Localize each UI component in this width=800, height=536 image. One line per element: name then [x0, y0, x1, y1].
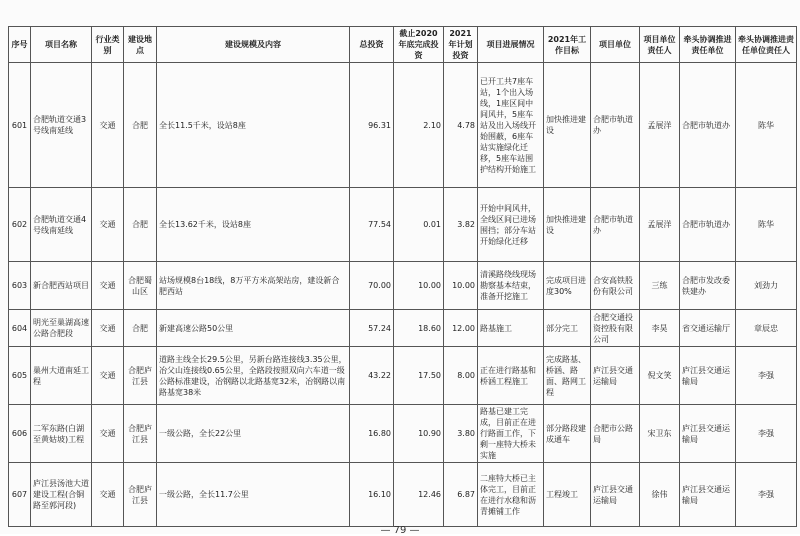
cell-name: 明光至巢湖高速公路合肥段: [31, 310, 92, 347]
cell-scope: 道路主线全长29.5公里，另新台路连接线3.35公里，冶父山连接线0.65公里，全路段按照双向六车道一级公路标准建设，冶钢路以北路基宽32米，冶钢路以南路基宽38米: [157, 347, 350, 405]
cell-responsible: 宋卫东: [640, 405, 680, 463]
cell-scope: 一级公路，全长11.7公里: [157, 463, 350, 527]
table-row: [9, 63, 797, 188]
cell-name: 二军东路(白湖至黄姑坡)工程: [31, 405, 92, 463]
cell-lead-person: 李强: [736, 405, 797, 463]
cell-responsible: 倪文笑: [640, 347, 680, 405]
cell-completed2020: 2.10: [394, 63, 444, 188]
cell-no: 607: [9, 463, 31, 527]
table-row: [9, 262, 797, 310]
cell-responsible: 徐伟: [640, 463, 680, 527]
cell-progress: 已开工共7座车站，1个出入场线，1座区间中间风井，5座车站及出入场线开始围蔽，6座车站实施绿化迁移，5座车站围护结构开始施工: [478, 63, 544, 188]
cell-progress: 路基施工: [478, 310, 544, 347]
cell-plan2021: 8.00: [444, 347, 478, 405]
header-scope: 建设规模及内容: [157, 27, 350, 63]
cell-lead-unit: 省交通运输厅: [680, 310, 736, 347]
cell-investment: 77.54: [350, 188, 394, 262]
cell-location: 合肥: [124, 310, 157, 347]
cell-completed2020: 0.01: [394, 188, 444, 262]
cell-goal2021: 完成项目进度30%: [544, 262, 591, 310]
header-category: 行业类别: [92, 27, 124, 63]
cell-investment: 43.22: [350, 347, 394, 405]
cell-plan2021: 12.00: [444, 310, 478, 347]
cell-location: 合肥庐江县: [124, 347, 157, 405]
cell-plan2021: 3.82: [444, 188, 478, 262]
cell-goal2021: 工程竣工: [544, 463, 591, 527]
cell-name: 新合肥西站项目: [31, 262, 92, 310]
cell-location: 合肥庐江县: [124, 463, 157, 527]
cell-category: 交通: [92, 63, 124, 188]
cell-category: 交通: [92, 405, 124, 463]
cell-investment: 16.80: [350, 405, 394, 463]
header-responsible: 项目单位责任人: [640, 27, 680, 63]
cell-unit: 庐江县交通运输局: [591, 347, 640, 405]
project-table: [8, 26, 797, 527]
cell-location: 合肥庐江县: [124, 405, 157, 463]
cell-investment: 96.31: [350, 63, 394, 188]
cell-responsible: 孟展洋: [640, 188, 680, 262]
cell-location: 合肥: [124, 188, 157, 262]
header-name: 项目名称: [31, 27, 92, 63]
header-plan2021: 2021年计划投资: [444, 27, 478, 63]
cell-location: 合肥蜀山区: [124, 262, 157, 310]
header-completed2020: 截止2020年底完成投资: [394, 27, 444, 63]
cell-lead-person: 李强: [736, 347, 797, 405]
cell-unit: 合安高铁股份有限公司: [591, 262, 640, 310]
cell-lead-person: 刘劲力: [736, 262, 797, 310]
cell-completed2020: 17.50: [394, 347, 444, 405]
cell-completed2020: 10.00: [394, 262, 444, 310]
header-location: 建设地点: [124, 27, 157, 63]
cell-lead-unit: 合肥市发改委铁建办: [680, 262, 736, 310]
table-row: [9, 463, 797, 527]
cell-responsible: 李昊: [640, 310, 680, 347]
cell-scope: 全长11.5千米，设站8座: [157, 63, 350, 188]
cell-category: 交通: [92, 463, 124, 527]
cell-category: 交通: [92, 347, 124, 405]
cell-lead-unit: 合肥市轨道办: [680, 63, 736, 188]
cell-responsible: 孟展洋: [640, 63, 680, 188]
header-lead-unit: 牵头协调推进责任单位: [680, 27, 736, 63]
table-row: [9, 347, 797, 405]
cell-lead-unit: 庐江县交通运输局: [680, 347, 736, 405]
cell-lead-person: 陈华: [736, 63, 797, 188]
cell-name: 合肥轨道交通4号线南延线: [31, 188, 92, 262]
cell-no: 601: [9, 63, 31, 188]
cell-no: 602: [9, 188, 31, 262]
cell-scope: 全长13.62千米，设站8座: [157, 188, 350, 262]
cell-plan2021: 4.78: [444, 63, 478, 188]
cell-name: 合肥轨道交通3号线南延线: [31, 63, 92, 188]
cell-goal2021: 加快推进建设: [544, 188, 591, 262]
cell-unit: 合肥交通投资控股有限公司: [591, 310, 640, 347]
cell-progress: 开始中间风井，全线区间已进场围挡；部分车站开始绿化迁移: [478, 188, 544, 262]
cell-goal2021: 部分路段建成通车: [544, 405, 591, 463]
cell-goal2021: 部分完工: [544, 310, 591, 347]
cell-no: 605: [9, 347, 31, 405]
cell-lead-person: 陈华: [736, 188, 797, 262]
cell-goal2021: 完成路基、桥涵、路面、路网工程: [544, 347, 591, 405]
page-number: — 79 —: [380, 525, 420, 536]
cell-completed2020: 12.46: [394, 463, 444, 527]
table-header-row: [9, 27, 797, 63]
cell-unit: 合肥市公路局: [591, 405, 640, 463]
cell-progress: 正在进行路基和桥涵工程施工: [478, 347, 544, 405]
cell-completed2020: 10.90: [394, 405, 444, 463]
cell-name: 庐江县汤池大道建设工程(合铜路至郭河段): [31, 463, 92, 527]
header-progress: 项目进展情况: [478, 27, 544, 63]
cell-scope: 站场规模8台18线，8万平方米高架站房，建设新合肥西站: [157, 262, 350, 310]
table-row: [9, 405, 797, 463]
cell-lead-unit: 庐江县交通运输局: [680, 405, 736, 463]
header-lead-person: 牵头协调推进责任单位责任人: [736, 27, 797, 63]
cell-progress: 二座特大桥已主体完工，目前正在进行水稳和沥青摊铺工作: [478, 463, 544, 527]
cell-investment: 16.10: [350, 463, 394, 527]
cell-scope: 新建高速公路50公里: [157, 310, 350, 347]
header-unit: 项目单位: [591, 27, 640, 63]
cell-no: 604: [9, 310, 31, 347]
cell-lead-person: 李强: [736, 463, 797, 527]
cell-unit: 合肥市轨道办: [591, 63, 640, 188]
cell-lead-unit: 庐江县交通运输局: [680, 463, 736, 527]
header-goal2021: 2021年工作目标: [544, 27, 591, 63]
cell-plan2021: 10.00: [444, 262, 478, 310]
cell-name: 巢州大道南延工程: [31, 347, 92, 405]
header-investment: 总投资: [350, 27, 394, 63]
cell-plan2021: 6.87: [444, 463, 478, 527]
cell-plan2021: 3.80: [444, 405, 478, 463]
cell-responsible: 三练: [640, 262, 680, 310]
cell-scope: 一级公路，全长22公里: [157, 405, 350, 463]
cell-lead-unit: 合肥市轨道办: [680, 188, 736, 262]
cell-unit: 庐江县交通运输局: [591, 463, 640, 527]
cell-completed2020: 18.60: [394, 310, 444, 347]
cell-category: 交通: [92, 262, 124, 310]
cell-lead-person: 章辰忠: [736, 310, 797, 347]
header-no: 序号: [9, 27, 31, 63]
cell-category: 交通: [92, 310, 124, 347]
table-row: [9, 188, 797, 262]
cell-no: 603: [9, 262, 31, 310]
table-row: [9, 310, 797, 347]
cell-goal2021: 加快推进建设: [544, 63, 591, 188]
cell-location: 合肥: [124, 63, 157, 188]
cell-no: 606: [9, 405, 31, 463]
cell-unit: 合肥市轨道办: [591, 188, 640, 262]
cell-progress: 路基已建工完成，目前正在进行路面工作，下剩一座特大桥未实施: [478, 405, 544, 463]
cell-progress: 清溪路绕线现场勘察基本结束，准备开挖施工: [478, 262, 544, 310]
cell-category: 交通: [92, 188, 124, 262]
cell-investment: 70.00: [350, 262, 394, 310]
cell-investment: 57.24: [350, 310, 394, 347]
